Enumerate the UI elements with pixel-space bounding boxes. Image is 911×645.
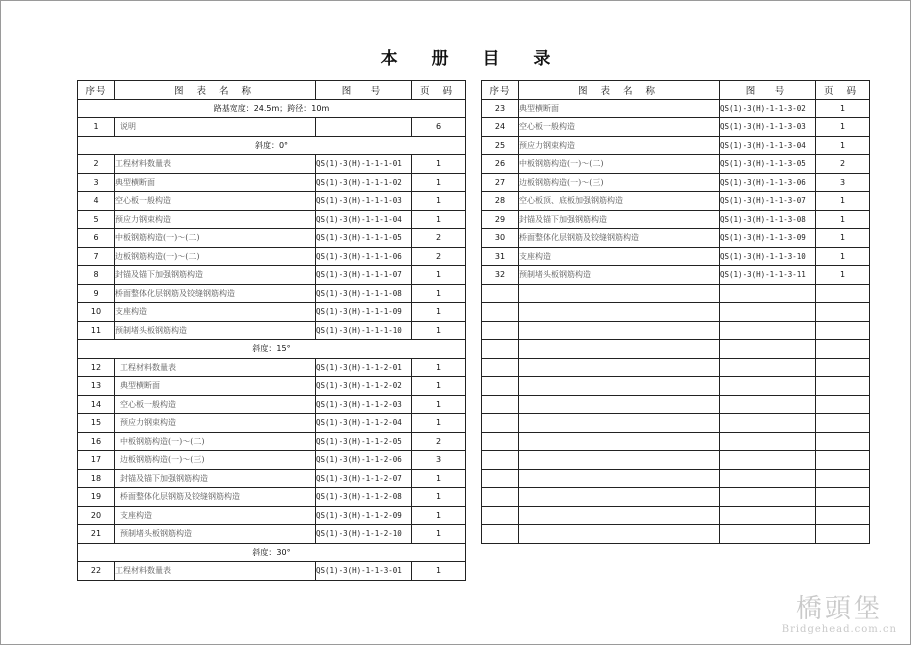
- row-no: [482, 340, 519, 359]
- row-code: [720, 414, 816, 433]
- row-code: [720, 358, 816, 377]
- row-name: 边板钢筋构造(一)～(三): [115, 451, 316, 470]
- row-no: 29: [482, 210, 519, 229]
- row-code: QS(1)-3(H)-1-1-2-10: [316, 525, 412, 544]
- row-no: 24: [482, 118, 519, 137]
- row-no: 15: [78, 414, 115, 433]
- row-pages: 6: [412, 118, 466, 137]
- table-row: [482, 155, 870, 174]
- row-name: 典型横断面: [115, 173, 316, 192]
- row-no: 3: [78, 173, 115, 192]
- row-code: QS(1)-3(H)-1-1-2-01: [316, 358, 412, 377]
- row-no: [482, 488, 519, 507]
- row-name: [519, 303, 720, 322]
- row-name: [519, 506, 720, 525]
- row-pages: 1: [816, 192, 870, 211]
- row-pages: [816, 303, 870, 322]
- row-no: 31: [482, 247, 519, 266]
- row-pages: 1: [412, 358, 466, 377]
- row-no: [482, 414, 519, 433]
- table-row: [482, 247, 870, 266]
- row-no: 10: [78, 303, 115, 322]
- row-pages: 1: [412, 155, 466, 174]
- row-pages: [816, 525, 870, 544]
- row-code: QS(1)-3(H)-1-1-1-05: [316, 229, 412, 248]
- table-row: [78, 284, 466, 303]
- row-code: QS(1)-3(H)-1-1-3-09: [720, 229, 816, 248]
- table-row: [78, 525, 466, 544]
- row-code: QS(1)-3(H)-1-1-2-04: [316, 414, 412, 433]
- row-pages: 1: [816, 118, 870, 137]
- row-pages: 3: [412, 451, 466, 470]
- table-row: [78, 358, 466, 377]
- table-row: [78, 451, 466, 470]
- row-no: 30: [482, 229, 519, 248]
- table-row: [78, 155, 466, 174]
- table-row: [78, 210, 466, 229]
- row-no: [482, 321, 519, 340]
- row-code: QS(1)-3(H)-1-1-2-03: [316, 395, 412, 414]
- row-no: 26: [482, 155, 519, 174]
- row-name: 预制堵头板钢筋构造: [519, 266, 720, 285]
- row-no: [482, 377, 519, 396]
- row-no: 17: [78, 451, 115, 470]
- row-no: 28: [482, 192, 519, 211]
- row-pages: 1: [412, 562, 466, 581]
- row-name: [519, 321, 720, 340]
- row-code: [720, 321, 816, 340]
- table-row: [78, 395, 466, 414]
- row-name: [519, 414, 720, 433]
- row-no: 16: [78, 432, 115, 451]
- row-code: QS(1)-3(H)-1-1-3-08: [720, 210, 816, 229]
- row-name: 预制堵头板钢筋构造: [115, 321, 316, 340]
- row-code: QS(1)-3(H)-1-1-3-05: [720, 155, 816, 174]
- row-pages: 1: [412, 414, 466, 433]
- row-no: 32: [482, 266, 519, 285]
- row-code: [720, 506, 816, 525]
- table-header: [78, 81, 466, 100]
- row-name: 支座构造: [115, 506, 316, 525]
- row-name: 封锚及锚下加强钢筋构造: [519, 210, 720, 229]
- table-row: [78, 469, 466, 488]
- table-row: [78, 506, 466, 525]
- table-row: [482, 321, 870, 340]
- table-row: [78, 432, 466, 451]
- table-row: [78, 377, 466, 396]
- row-pages: 1: [412, 192, 466, 211]
- row-name: [519, 284, 720, 303]
- row-code: QS(1)-3(H)-1-1-3-02: [720, 99, 816, 118]
- row-no: [482, 395, 519, 414]
- row-code: QS(1)-3(H)-1-1-3-06: [720, 173, 816, 192]
- row-code: QS(1)-3(H)-1-1-1-07: [316, 266, 412, 285]
- table-row: [482, 414, 870, 433]
- row-no: 14: [78, 395, 115, 414]
- row-pages: 1: [816, 247, 870, 266]
- row-code: QS(1)-3(H)-1-1-2-08: [316, 488, 412, 507]
- row-no: [482, 284, 519, 303]
- row-code: QS(1)-3(H)-1-1-3-07: [720, 192, 816, 211]
- row-pages: 1: [412, 506, 466, 525]
- row-code: QS(1)-3(H)-1-1-3-11: [720, 266, 816, 285]
- row-name: 支座构造: [115, 303, 316, 322]
- row-pages: 1: [412, 284, 466, 303]
- section-row: [78, 136, 466, 155]
- table-row: [78, 303, 466, 322]
- row-code: [720, 284, 816, 303]
- row-no: 6: [78, 229, 115, 248]
- row-pages: [816, 451, 870, 470]
- row-no: 21: [78, 525, 115, 544]
- row-no: 11: [78, 321, 115, 340]
- row-no: 7: [78, 247, 115, 266]
- table-row: [78, 321, 466, 340]
- row-no: [482, 525, 519, 544]
- row-pages: 2: [412, 247, 466, 266]
- row-pages: 3: [816, 173, 870, 192]
- row-no: 19: [78, 488, 115, 507]
- page-title: 本 册 目 录: [380, 49, 565, 69]
- row-pages: [816, 506, 870, 525]
- table-row: [482, 136, 870, 155]
- row-code: [720, 303, 816, 322]
- row-name: 支座构造: [519, 247, 720, 266]
- header-name: 图 表 名 称: [115, 81, 316, 100]
- row-no: [482, 506, 519, 525]
- table-header: [482, 81, 870, 100]
- section-row: [78, 543, 466, 562]
- table-row: [78, 118, 466, 137]
- row-name: 桥面整体化层钢筋及铰缝钢筋构造: [519, 229, 720, 248]
- row-code: QS(1)-3(H)-1-1-3-10: [720, 247, 816, 266]
- table-row: [78, 266, 466, 285]
- row-no: 23: [482, 99, 519, 118]
- row-pages: [816, 488, 870, 507]
- toc-table-left: [77, 80, 466, 581]
- row-code: [720, 395, 816, 414]
- row-name: 边板钢筋构造(一)～(三): [519, 173, 720, 192]
- row-code: [316, 118, 412, 137]
- row-pages: 1: [412, 488, 466, 507]
- row-code: QS(1)-3(H)-1-1-1-04: [316, 210, 412, 229]
- row-name: 封锚及锚下加强钢筋构造: [115, 469, 316, 488]
- table-row: [78, 173, 466, 192]
- row-pages: [816, 469, 870, 488]
- header-pages: 页 码: [816, 81, 870, 100]
- row-pages: 2: [412, 229, 466, 248]
- table-row: [482, 266, 870, 285]
- row-pages: 1: [412, 469, 466, 488]
- table-row: [78, 414, 466, 433]
- row-pages: 1: [816, 210, 870, 229]
- span-header-row: [78, 99, 466, 118]
- table-row: [78, 562, 466, 581]
- row-no: [482, 469, 519, 488]
- row-no: [482, 451, 519, 470]
- row-name: [519, 469, 720, 488]
- row-code: [720, 469, 816, 488]
- table-row: [482, 229, 870, 248]
- row-name: 中板钢筋构造(一)～(二): [115, 229, 316, 248]
- row-name: [519, 451, 720, 470]
- row-name: 工程材料数量表: [115, 155, 316, 174]
- section-label: 斜度：30°: [78, 543, 466, 562]
- section-row: [78, 340, 466, 359]
- watermark-cn: 橋頭堡: [795, 594, 883, 624]
- row-code: [720, 451, 816, 470]
- row-pages: 1: [816, 99, 870, 118]
- row-code: QS(1)-3(H)-1-1-1-03: [316, 192, 412, 211]
- row-name: 桥面整体化层钢筋及铰缝钢筋构造: [115, 284, 316, 303]
- table-row: [482, 469, 870, 488]
- row-name: 预制堵头板钢筋构造: [115, 525, 316, 544]
- row-pages: 2: [412, 432, 466, 451]
- table-row: [78, 247, 466, 266]
- row-pages: 1: [816, 136, 870, 155]
- section-label: 斜度：0°: [78, 136, 466, 155]
- header-no: 序号: [78, 81, 115, 100]
- row-pages: [816, 414, 870, 433]
- table-row: [482, 432, 870, 451]
- row-name: 空心板一般构造: [115, 395, 316, 414]
- row-pages: [816, 432, 870, 451]
- row-no: [482, 303, 519, 322]
- row-no: 1: [78, 118, 115, 137]
- row-name: 典型横断面: [519, 99, 720, 118]
- row-name: 工程材料数量表: [115, 562, 316, 581]
- header-code: 图 号: [720, 81, 816, 100]
- span-header: 路基宽度：24.5m；跨径：10m: [78, 99, 466, 118]
- toc-table-right: [481, 80, 870, 544]
- row-pages: 1: [412, 266, 466, 285]
- row-code: [720, 488, 816, 507]
- row-code: QS(1)-3(H)-1-1-2-06: [316, 451, 412, 470]
- row-code: [720, 340, 816, 359]
- table-row: [482, 525, 870, 544]
- row-pages: [816, 340, 870, 359]
- row-name: 封锚及锚下加强钢筋构造: [115, 266, 316, 285]
- row-pages: 1: [816, 229, 870, 248]
- row-name: [519, 432, 720, 451]
- table-row: [78, 192, 466, 211]
- row-code: [720, 432, 816, 451]
- table-row: [482, 173, 870, 192]
- row-code: QS(1)-3(H)-1-1-1-10: [316, 321, 412, 340]
- table-row: [482, 192, 870, 211]
- row-name: [519, 395, 720, 414]
- table-row: [482, 488, 870, 507]
- row-name: 工程材料数量表: [115, 358, 316, 377]
- table-row: [482, 340, 870, 359]
- table-row: [482, 284, 870, 303]
- row-name: 预应力钢束构造: [115, 414, 316, 433]
- table-row: [482, 451, 870, 470]
- table-row: [482, 303, 870, 322]
- row-name: 说明: [115, 118, 316, 137]
- row-no: [482, 358, 519, 377]
- table-row: [78, 229, 466, 248]
- table-row: [482, 395, 870, 414]
- header-no: 序号: [482, 81, 519, 100]
- row-name: [519, 340, 720, 359]
- table-row: [482, 358, 870, 377]
- row-name: 空心板一般构造: [519, 118, 720, 137]
- row-name: [519, 525, 720, 544]
- row-no: 5: [78, 210, 115, 229]
- row-no: [482, 432, 519, 451]
- row-code: QS(1)-3(H)-1-1-1-01: [316, 155, 412, 174]
- row-name: 预应力钢束构造: [115, 210, 316, 229]
- watermark-en: Bridgehead.com.cn: [781, 624, 897, 635]
- row-pages: [816, 284, 870, 303]
- row-no: 27: [482, 173, 519, 192]
- row-pages: 1: [412, 303, 466, 322]
- row-no: 2: [78, 155, 115, 174]
- row-code: QS(1)-3(H)-1-1-2-05: [316, 432, 412, 451]
- header-name: 图 表 名 称: [519, 81, 720, 100]
- row-name: 典型横断面: [115, 377, 316, 396]
- row-pages: 1: [412, 210, 466, 229]
- table-row: [482, 506, 870, 525]
- row-code: QS(1)-3(H)-1-1-1-06: [316, 247, 412, 266]
- row-pages: 1: [412, 377, 466, 396]
- row-name: 中板钢筋构造(一)～(二): [519, 155, 720, 174]
- row-no: 18: [78, 469, 115, 488]
- row-no: 8: [78, 266, 115, 285]
- row-code: QS(1)-3(H)-1-1-2-09: [316, 506, 412, 525]
- row-pages: 2: [816, 155, 870, 174]
- row-no: 4: [78, 192, 115, 211]
- watermark-logo: [782, 594, 897, 635]
- row-code: QS(1)-3(H)-1-1-1-09: [316, 303, 412, 322]
- table-row: [482, 210, 870, 229]
- row-pages: 1: [412, 173, 466, 192]
- row-code: QS(1)-3(H)-1-1-3-03: [720, 118, 816, 137]
- header-code: 图 号: [316, 81, 412, 100]
- row-code: QS(1)-3(H)-1-1-3-04: [720, 136, 816, 155]
- row-pages: 1: [412, 525, 466, 544]
- row-code: QS(1)-3(H)-1-1-2-02: [316, 377, 412, 396]
- row-name: 桥面整体化层钢筋及铰缝钢筋构造: [115, 488, 316, 507]
- row-name: 空心板一般构造: [115, 192, 316, 211]
- header-pages: 页 码: [412, 81, 466, 100]
- row-pages: [816, 321, 870, 340]
- row-no: 13: [78, 377, 115, 396]
- row-no: 12: [78, 358, 115, 377]
- row-pages: 1: [816, 266, 870, 285]
- row-name: [519, 488, 720, 507]
- row-pages: [816, 395, 870, 414]
- row-code: QS(1)-3(H)-1-1-1-02: [316, 173, 412, 192]
- row-pages: [816, 377, 870, 396]
- row-pages: 1: [412, 395, 466, 414]
- row-name: 边板钢筋构造(一)～(二): [115, 247, 316, 266]
- row-name: 预应力钢束构造: [519, 136, 720, 155]
- row-no: 22: [78, 562, 115, 581]
- section-label: 斜度：15°: [78, 340, 466, 359]
- row-no: 20: [78, 506, 115, 525]
- row-pages: [816, 358, 870, 377]
- row-code: QS(1)-3(H)-1-1-3-01: [316, 562, 412, 581]
- row-code: QS(1)-3(H)-1-1-2-07: [316, 469, 412, 488]
- row-no: 25: [482, 136, 519, 155]
- row-name: [519, 358, 720, 377]
- row-pages: 1: [412, 321, 466, 340]
- table-row: [482, 99, 870, 118]
- row-code: QS(1)-3(H)-1-1-1-08: [316, 284, 412, 303]
- row-no: 9: [78, 284, 115, 303]
- row-code: [720, 525, 816, 544]
- row-code: [720, 377, 816, 396]
- row-name: 中板钢筋构造(一)～(二): [115, 432, 316, 451]
- table-row: [78, 488, 466, 507]
- table-row: [482, 118, 870, 137]
- row-name: 空心板顶、底板加强钢筋构造: [519, 192, 720, 211]
- table-row: [482, 377, 870, 396]
- row-name: [519, 377, 720, 396]
